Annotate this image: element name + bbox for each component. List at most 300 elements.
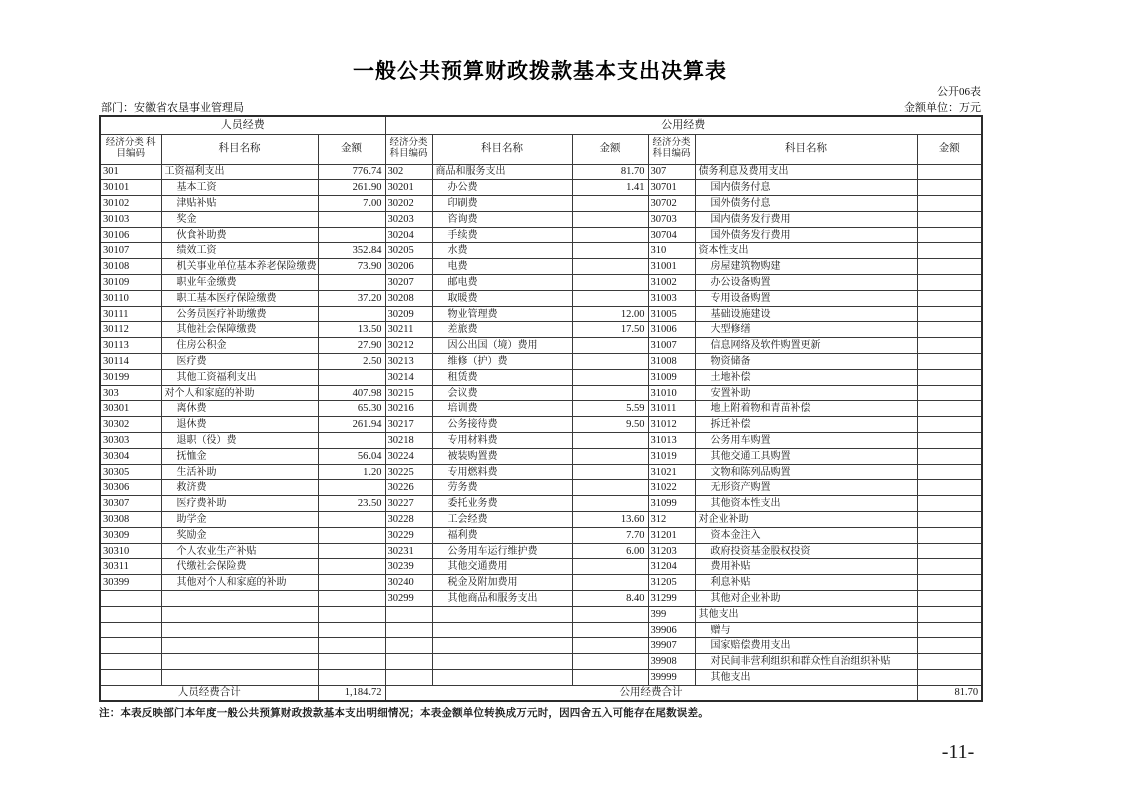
code-cell: 31021: [648, 464, 695, 480]
amount-cell: [917, 354, 982, 370]
table-row: [100, 670, 982, 686]
amount-cell: [572, 670, 648, 686]
code-cell: 30308: [100, 512, 161, 528]
subject-name-cell: 政府投资基金股权投资: [695, 543, 917, 559]
subject-name-cell: 房屋建筑物购建: [695, 259, 917, 275]
subject-name-cell: 物业管理费: [432, 306, 572, 322]
amount-cell: [917, 591, 982, 607]
amount-cell: [917, 606, 982, 622]
subject-name-cell: 利息补贴: [695, 575, 917, 591]
subject-name-cell: 取暖费: [432, 290, 572, 306]
amount-cell: [917, 464, 982, 480]
amount-cell: 5.59: [572, 401, 648, 417]
subject-name-cell: 住房公积金: [161, 338, 318, 354]
code-cell: 310: [648, 243, 695, 259]
page-number: -11-: [941, 741, 975, 763]
subject-name-cell: 被装购置费: [432, 448, 572, 464]
subject-name-cell: 手续费: [432, 227, 572, 243]
amount-cell: [572, 259, 648, 275]
column-header-code-1: 经济分类 科目编码: [100, 134, 161, 164]
code-cell: 30113: [100, 338, 161, 354]
amount-cell: 56.04: [318, 448, 385, 464]
subject-name-cell: 会议费: [432, 385, 572, 401]
subject-name-cell: 其他资本性支出: [695, 496, 917, 512]
code-cell: 31005: [648, 306, 695, 322]
subject-name-cell: 公务用车运行维护费: [432, 543, 572, 559]
personnel-total-amount: 1,184.72: [318, 685, 385, 701]
code-cell: 31001: [648, 259, 695, 275]
subject-name-cell: 基础设施建设: [695, 306, 917, 322]
amount-cell: [917, 417, 982, 433]
subject-name-cell: 绩效工资: [161, 243, 318, 259]
amount-cell: [917, 290, 982, 306]
subject-name-cell: 其他支出: [695, 670, 917, 686]
code-cell: 30217: [385, 417, 432, 433]
amount-cell: [917, 654, 982, 670]
subject-name-cell: 其他商品和服务支出: [432, 591, 572, 607]
code-cell: 31011: [648, 401, 695, 417]
code-cell: 30203: [385, 211, 432, 227]
code-cell: [100, 638, 161, 654]
amount-cell: [917, 448, 982, 464]
amount-cell: [917, 306, 982, 322]
amount-cell: [572, 448, 648, 464]
column-header-amount-2: 金额: [572, 134, 648, 164]
amount-cell: [917, 180, 982, 196]
code-cell: 30209: [385, 306, 432, 322]
group-header-personnel: 人员经费: [100, 116, 385, 134]
amount-cell: [917, 243, 982, 259]
subject-name-cell: 水费: [432, 243, 572, 259]
amount-cell: 7.00: [318, 196, 385, 212]
footnote: 注：本表反映部门本年度一般公共预算财政拨款基本支出明细情况；本表金额单位转换成万元时，因四舍五入可能存在尾数误差。: [99, 708, 709, 719]
amount-cell: [917, 480, 982, 496]
code-cell: 30225: [385, 464, 432, 480]
amount-cell: 261.94: [318, 417, 385, 433]
code-cell: 30204: [385, 227, 432, 243]
amount-cell: [572, 638, 648, 654]
subject-name-cell: 职工基本医疗保险缴费: [161, 290, 318, 306]
code-cell: [385, 606, 432, 622]
amount-cell: [318, 227, 385, 243]
subject-name-cell: 因公出国（境）费用: [432, 338, 572, 354]
amount-cell: 37.20: [318, 290, 385, 306]
amount-cell: [318, 512, 385, 528]
code-cell: 307: [648, 164, 695, 180]
amount-cell: [917, 322, 982, 338]
table-row: [100, 654, 982, 670]
table-row: [100, 433, 982, 449]
amount-cell: 261.90: [318, 180, 385, 196]
amount-cell: 27.90: [318, 338, 385, 354]
code-cell: 30311: [100, 559, 161, 575]
amount-cell: [572, 496, 648, 512]
code-cell: [385, 654, 432, 670]
subject-name-cell: 租赁费: [432, 369, 572, 385]
code-cell: 30114: [100, 354, 161, 370]
subject-name-cell: 对民间非营利组织和群众性自治组织补贴: [695, 654, 917, 670]
code-cell: 302: [385, 164, 432, 180]
amount-cell: [318, 654, 385, 670]
code-cell: 39906: [648, 622, 695, 638]
code-cell: 30231: [385, 543, 432, 559]
amount-cell: [318, 306, 385, 322]
department-label: 部门：安徽省农垦事业管理局: [101, 102, 244, 114]
code-cell: 30305: [100, 464, 161, 480]
subject-name-cell: [161, 638, 318, 654]
table-row: [100, 322, 982, 338]
subject-name-cell: 公务员医疗补助缴费: [161, 306, 318, 322]
code-cell: 312: [648, 512, 695, 528]
amount-cell: [318, 543, 385, 559]
subject-name-cell: 电费: [432, 259, 572, 275]
code-cell: 30202: [385, 196, 432, 212]
amount-cell: [572, 290, 648, 306]
amount-cell: 2.50: [318, 354, 385, 370]
table-row: [100, 369, 982, 385]
table-row: [100, 211, 982, 227]
unit-label: 金额单位：万元: [904, 102, 981, 114]
amount-cell: 776.74: [318, 164, 385, 180]
amount-cell: [572, 464, 648, 480]
code-cell: 31008: [648, 354, 695, 370]
code-cell: 31022: [648, 480, 695, 496]
code-cell: 30215: [385, 385, 432, 401]
amount-cell: [572, 275, 648, 291]
code-cell: 30703: [648, 211, 695, 227]
subject-name-cell: 安置补助: [695, 385, 917, 401]
subject-name-cell: 邮电费: [432, 275, 572, 291]
code-cell: 30108: [100, 259, 161, 275]
subject-name-cell: 差旅费: [432, 322, 572, 338]
code-cell: [100, 654, 161, 670]
amount-cell: [572, 227, 648, 243]
page-title: 一般公共预算财政拨款基本支出决算表: [353, 59, 727, 83]
code-cell: 31012: [648, 417, 695, 433]
code-cell: 30109: [100, 275, 161, 291]
subject-name-cell: 商品和服务支出: [432, 164, 572, 180]
column-header-code-3: 经济分类 科目编码: [648, 134, 695, 164]
subject-name-cell: 其他支出: [695, 606, 917, 622]
code-cell: 30310: [100, 543, 161, 559]
expenditure-table: [99, 115, 983, 702]
amount-cell: [917, 227, 982, 243]
code-cell: 31007: [648, 338, 695, 354]
amount-cell: 8.40: [572, 591, 648, 607]
code-cell: 30704: [648, 227, 695, 243]
table-row: [100, 559, 982, 575]
amount-cell: [917, 527, 982, 543]
subject-name-cell: 职业年金缴费: [161, 275, 318, 291]
subject-name-cell: 退休费: [161, 417, 318, 433]
code-cell: 30307: [100, 496, 161, 512]
amount-cell: [572, 196, 648, 212]
amount-cell: [917, 559, 982, 575]
table-row: [100, 527, 982, 543]
subject-name-cell: 机关事业单位基本养老保险缴费: [161, 259, 318, 275]
table-row: [100, 448, 982, 464]
subject-name-cell: 国家赔偿费用支出: [695, 638, 917, 654]
subject-name-cell: 奖金: [161, 211, 318, 227]
code-cell: 31002: [648, 275, 695, 291]
code-cell: 30240: [385, 575, 432, 591]
table-body: [100, 164, 982, 685]
amount-cell: [917, 670, 982, 686]
subject-name-cell: 其他对个人和家庭的补助: [161, 575, 318, 591]
code-cell: 31205: [648, 575, 695, 591]
amount-cell: [318, 638, 385, 654]
subject-name-cell: 其他对企业补助: [695, 591, 917, 607]
table-row: [100, 575, 982, 591]
code-cell: 31019: [648, 448, 695, 464]
subject-name-cell: 津贴补贴: [161, 196, 318, 212]
subject-name-cell: 医疗费补助: [161, 496, 318, 512]
subject-name-cell: [161, 591, 318, 607]
amount-cell: [318, 606, 385, 622]
code-cell: 30201: [385, 180, 432, 196]
code-cell: [100, 670, 161, 686]
amount-cell: [917, 543, 982, 559]
amount-cell: [572, 211, 648, 227]
subject-name-cell: 伙食补助费: [161, 227, 318, 243]
amount-cell: [917, 638, 982, 654]
code-cell: 30303: [100, 433, 161, 449]
amount-cell: [917, 496, 982, 512]
code-cell: 30301: [100, 401, 161, 417]
amount-cell: [318, 559, 385, 575]
subject-name-cell: 物资储备: [695, 354, 917, 370]
subject-name-cell: 其他交通费用: [432, 559, 572, 575]
code-cell: 31299: [648, 591, 695, 607]
public-total-amount: 81.70: [917, 685, 982, 701]
subject-name-cell: 大型修缮: [695, 322, 917, 338]
subject-name-cell: 救济费: [161, 480, 318, 496]
totals-row: [100, 685, 982, 701]
amount-cell: 1.20: [318, 464, 385, 480]
amount-cell: [917, 575, 982, 591]
code-cell: 30207: [385, 275, 432, 291]
table-row: [100, 259, 982, 275]
code-cell: 30304: [100, 448, 161, 464]
amount-cell: 65.30: [318, 401, 385, 417]
group-header-public: 公用经费: [385, 116, 982, 134]
subject-name-cell: 其他社会保障缴费: [161, 322, 318, 338]
subject-name-cell: [161, 606, 318, 622]
amount-cell: [572, 480, 648, 496]
amount-cell: [318, 591, 385, 607]
code-cell: 39908: [648, 654, 695, 670]
subject-name-cell: 其他交通工具购置: [695, 448, 917, 464]
form-code-label: 公开06表: [937, 86, 981, 98]
amount-cell: [917, 164, 982, 180]
subject-name-cell: [161, 654, 318, 670]
subject-name-cell: 基本工资: [161, 180, 318, 196]
code-cell: 30214: [385, 369, 432, 385]
personnel-total-label: 人员经费合计: [100, 685, 318, 701]
code-cell: 30107: [100, 243, 161, 259]
code-cell: 30112: [100, 322, 161, 338]
subject-name-cell: 无形资产购置: [695, 480, 917, 496]
code-cell: 31010: [648, 385, 695, 401]
amount-cell: [572, 354, 648, 370]
subject-name-cell: 国内债务发行费用: [695, 211, 917, 227]
amount-cell: [318, 275, 385, 291]
code-cell: 30110: [100, 290, 161, 306]
code-cell: [100, 622, 161, 638]
amount-cell: [318, 622, 385, 638]
code-cell: 30216: [385, 401, 432, 417]
subject-name-cell: 生活补助: [161, 464, 318, 480]
table-row: [100, 591, 982, 607]
subject-name-cell: 抚恤金: [161, 448, 318, 464]
column-header-code-2: 经济分类 科目编码: [385, 134, 432, 164]
amount-cell: [318, 575, 385, 591]
code-cell: 39907: [648, 638, 695, 654]
column-header-name-1: 科目名称: [161, 134, 318, 164]
code-cell: 30199: [100, 369, 161, 385]
subject-name-cell: 工资福利支出: [161, 164, 318, 180]
code-cell: 30208: [385, 290, 432, 306]
subject-name-cell: 办公设备购置: [695, 275, 917, 291]
code-cell: 30103: [100, 211, 161, 227]
table-row: [100, 354, 982, 370]
column-header-name-2: 科目名称: [432, 134, 572, 164]
amount-cell: [572, 622, 648, 638]
subject-name-cell: 国外债务发行费用: [695, 227, 917, 243]
group-header-row: [100, 116, 982, 134]
table-row: [100, 417, 982, 433]
subject-name-cell: 助学金: [161, 512, 318, 528]
code-cell: 30212: [385, 338, 432, 354]
subject-name-cell: 福利费: [432, 527, 572, 543]
code-cell: 31009: [648, 369, 695, 385]
code-cell: 30702: [648, 196, 695, 212]
code-cell: 30226: [385, 480, 432, 496]
amount-cell: [318, 480, 385, 496]
subject-name-cell: 医疗费: [161, 354, 318, 370]
code-cell: 30228: [385, 512, 432, 528]
code-cell: 31201: [648, 527, 695, 543]
amount-cell: 352.84: [318, 243, 385, 259]
amount-cell: [917, 369, 982, 385]
table-row: [100, 196, 982, 212]
amount-cell: 23.50: [318, 496, 385, 512]
code-cell: 30106: [100, 227, 161, 243]
subject-name-cell: 公务用车购置: [695, 433, 917, 449]
subject-name-cell: 费用补贴: [695, 559, 917, 575]
code-cell: 30205: [385, 243, 432, 259]
table-row: [100, 480, 982, 496]
amount-cell: [917, 259, 982, 275]
code-cell: 30206: [385, 259, 432, 275]
amount-cell: [572, 606, 648, 622]
amount-cell: [572, 433, 648, 449]
amount-cell: [318, 433, 385, 449]
code-cell: 303: [100, 385, 161, 401]
subject-name-cell: 个人农业生产补贴: [161, 543, 318, 559]
code-cell: [385, 638, 432, 654]
table-row: [100, 275, 982, 291]
subject-name-cell: 赠与: [695, 622, 917, 638]
subject-name-cell: 培训费: [432, 401, 572, 417]
amount-cell: [572, 243, 648, 259]
table-row: [100, 543, 982, 559]
amount-cell: [318, 670, 385, 686]
table-row: [100, 606, 982, 622]
amount-cell: [318, 527, 385, 543]
amount-cell: 12.00: [572, 306, 648, 322]
amount-cell: 9.50: [572, 417, 648, 433]
code-cell: 30299: [385, 591, 432, 607]
amount-cell: [917, 622, 982, 638]
subject-name-cell: [432, 654, 572, 670]
code-cell: [385, 622, 432, 638]
code-cell: 31099: [648, 496, 695, 512]
amount-cell: [917, 211, 982, 227]
subject-name-cell: [432, 622, 572, 638]
column-header-name-3: 科目名称: [695, 134, 917, 164]
code-cell: 30227: [385, 496, 432, 512]
column-header-row: [100, 134, 982, 164]
code-cell: 31003: [648, 290, 695, 306]
code-cell: 30302: [100, 417, 161, 433]
subject-name-cell: 地上附着物和青苗补偿: [695, 401, 917, 417]
code-cell: 30399: [100, 575, 161, 591]
amount-cell: 81.70: [572, 164, 648, 180]
code-cell: 31204: [648, 559, 695, 575]
amount-cell: [917, 196, 982, 212]
amount-cell: [572, 654, 648, 670]
amount-cell: 13.50: [318, 322, 385, 338]
amount-cell: [572, 559, 648, 575]
code-cell: 301: [100, 164, 161, 180]
code-cell: 30309: [100, 527, 161, 543]
amount-cell: 13.60: [572, 512, 648, 528]
subject-name-cell: 国内债务付息: [695, 180, 917, 196]
code-cell: 30224: [385, 448, 432, 464]
meta-line: [99, 99, 981, 115]
table-row: [100, 385, 982, 401]
subject-name-cell: 工会经费: [432, 512, 572, 528]
amount-cell: [917, 275, 982, 291]
code-cell: [385, 670, 432, 686]
code-cell: 30218: [385, 433, 432, 449]
subject-name-cell: 资本金注入: [695, 527, 917, 543]
public-total-label: 公用经费合计: [385, 685, 917, 701]
subject-name-cell: 委托业务费: [432, 496, 572, 512]
code-cell: 30111: [100, 306, 161, 322]
code-cell: 39999: [648, 670, 695, 686]
table-row: [100, 290, 982, 306]
amount-cell: [917, 338, 982, 354]
code-cell: 30701: [648, 180, 695, 196]
table-row: [100, 622, 982, 638]
amount-cell: [572, 385, 648, 401]
subject-name-cell: 文物和陈列品购置: [695, 464, 917, 480]
subject-name-cell: 拆迁补偿: [695, 417, 917, 433]
code-cell: 31013: [648, 433, 695, 449]
subject-name-cell: 办公费: [432, 180, 572, 196]
table-row: [100, 401, 982, 417]
table-row: [100, 227, 982, 243]
subject-name-cell: 信息网络及软件购置更新: [695, 338, 917, 354]
table-row: [100, 180, 982, 196]
amount-cell: 17.50: [572, 322, 648, 338]
subject-name-cell: 印刷费: [432, 196, 572, 212]
amount-cell: 7.70: [572, 527, 648, 543]
subject-name-cell: 土地补偿: [695, 369, 917, 385]
subject-name-cell: 奖励金: [161, 527, 318, 543]
